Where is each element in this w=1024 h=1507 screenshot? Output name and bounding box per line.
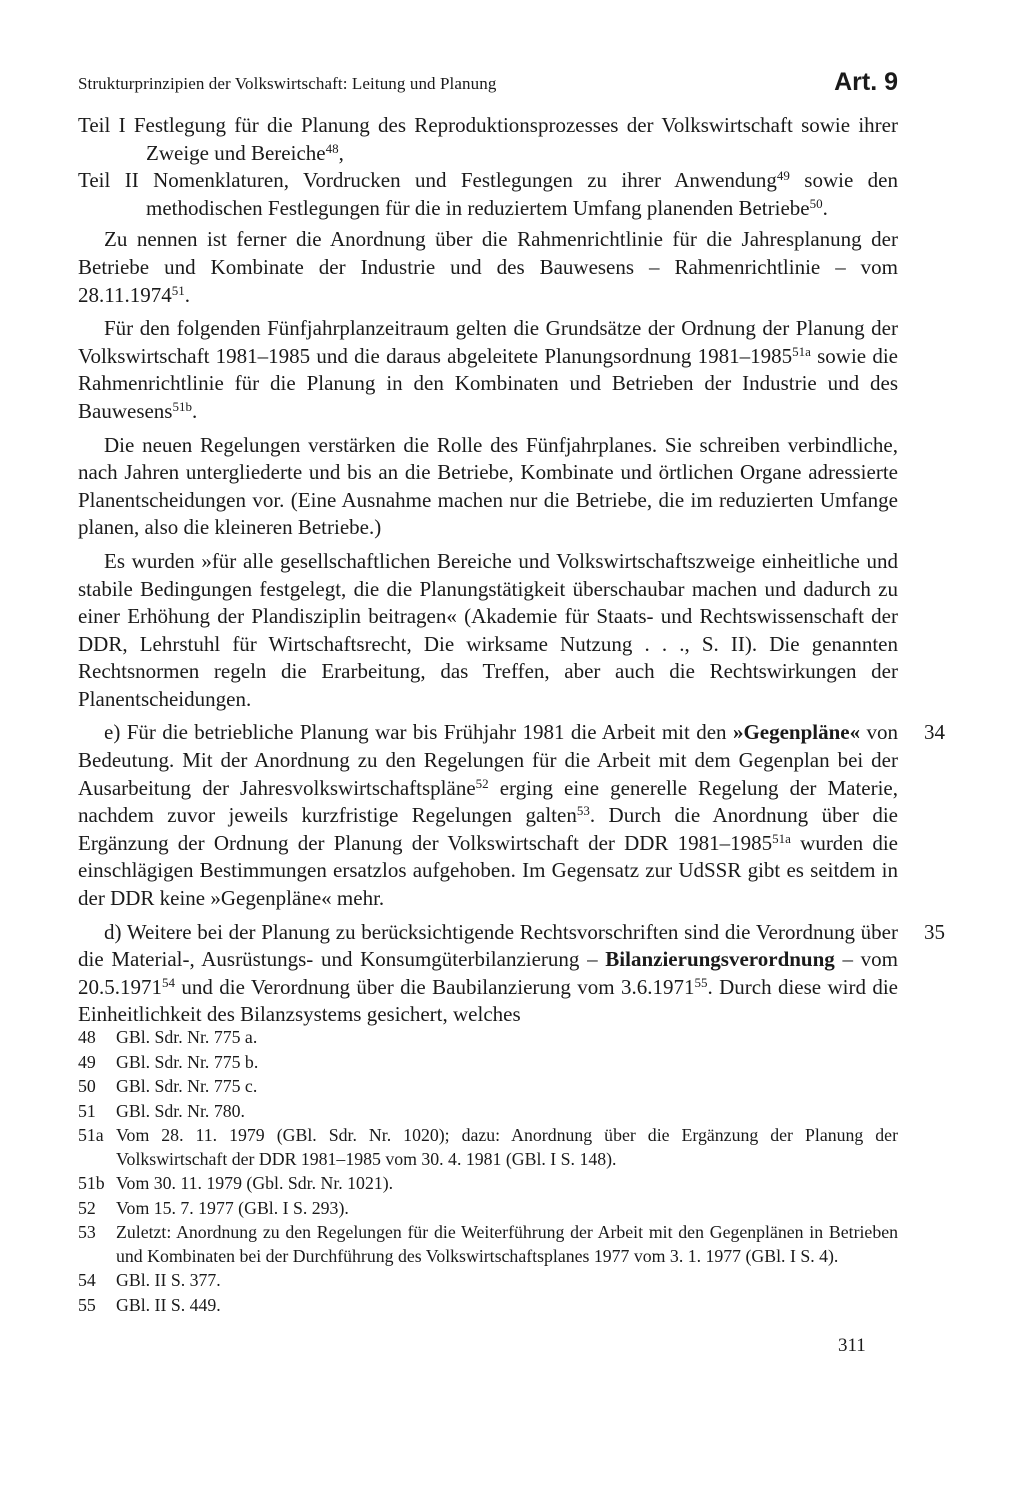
footnote-ref: 51a xyxy=(772,830,791,846)
footnote xyxy=(78,1051,898,1074)
paragraph xyxy=(78,548,898,714)
footnote-ref: 49 xyxy=(776,168,790,184)
footnote-number: 49 xyxy=(78,1051,96,1072)
footnote-text: GBl. Sdr. Nr. 775 c. xyxy=(116,1076,258,1097)
paragraph xyxy=(78,719,945,912)
footnote-ref: 51 xyxy=(171,282,185,298)
footnote xyxy=(78,1100,898,1123)
marginal-number: 34 xyxy=(924,720,945,745)
footnote-ref: 55 xyxy=(694,974,708,990)
footnote xyxy=(78,1294,898,1317)
footnote xyxy=(78,1269,898,1292)
footnote-text: Vom 28. 11. 1979 (GBl. Sdr. Nr. 1020); dazu: Anordnung über die Ergänzung der Planung der Volkswirtschaft der DDR 1981–1985 vom 30. 4. 1981 (GBl. I S. 148). xyxy=(116,1125,898,1169)
paragraph-text: . xyxy=(184,282,190,307)
footnote-text: GBl. II S. 449. xyxy=(116,1294,221,1315)
footnote-text: GBl. Sdr. Nr. 775 a. xyxy=(116,1027,258,1047)
footnote-number: 48 xyxy=(78,1027,96,1047)
footnote-number: 52 xyxy=(78,1197,96,1218)
paragraph-text: sowie die Rahmenrichtlinie für die Planung in den Kombinaten und Betrieben der Industrie und des Bauwesens xyxy=(78,343,899,423)
teil-text: Festlegung für die Planung des Reproduktionsprozesses der Volkswirtschaft sowie ihrer Zweige und Bereiche xyxy=(133,113,898,165)
footnote-text: GBl. II S. 377. xyxy=(116,1270,221,1291)
paragraph-text: . Durch diese wird die Einheitlichkeit des Bilanzsystems gesichert, welches xyxy=(78,974,898,1027)
footnote-text: Vom 15. 7. 1977 (GBl. I S. 293). xyxy=(116,1197,349,1218)
teil-text: Nomenklaturen, Vordrucken und Festlegungen zu ihrer Anwendung xyxy=(153,168,777,193)
footnote xyxy=(78,1197,898,1220)
paragraph-text: Für den folgenden Fünfjahrplanzeitraum gelten die Grundsätze der Ordnung der Planung der Volkswirtschaft 1981–1985 und die daraus abgeleitete Planungsordnung 1981–1985 xyxy=(78,316,898,368)
footnote-text: Zuletzt: Anordnung zu den Regelungen für die Weiterführung der Arbeit mit den Gegenplänen in Betrieben und Kombinaten bei der Durchführung des Volkswirtschaftsplanes 1977 vom 3. 1. 1977 (GBl. I S. 4). xyxy=(116,1222,898,1266)
bold-term: Bilanzierungsverordnung xyxy=(605,947,835,972)
paragraph xyxy=(78,919,945,1029)
footnote xyxy=(78,1124,898,1170)
paragraph-text: erging eine generelle Regelung der Materie, nachdem zuvor jeweils kurzfristige Regelungen galten xyxy=(78,775,898,828)
paragraph-text: . xyxy=(191,398,198,423)
page-number: 311 xyxy=(838,1335,866,1356)
paragraph-text: von Bedeutung. Mit der Anordnung zu den Regelungen für die Arbeit mit dem Gegenplan bei der Ausarbeitung der Jahresvolkswirtschaftspläne xyxy=(78,720,898,800)
footnote-number: 55 xyxy=(78,1294,96,1315)
footnote-text: GBl. Sdr. Nr. 775 b. xyxy=(116,1051,259,1072)
bold-term: »Gegenpläne« xyxy=(732,720,861,745)
paragraph-text: – vom 20.5.1971 xyxy=(78,947,898,999)
footnote xyxy=(78,1221,898,1267)
footnote-number: 54 xyxy=(78,1270,96,1291)
teil-lead: Teil I xyxy=(78,113,134,137)
footnote-ref: 54 xyxy=(162,974,175,990)
paragraph-text: Die neuen Regelungen verstärken die Rolle des Fünfjahrplanes. Sie schreiben verbindliche, nach Jahren untergliederte und bis an die Betriebe, Kombinate und örtlichen Organe adressierte Planentscheidungen vor. (Eine Ausnahme machen nur die Betriebe, die im reduzierten Umfange planen, also die kleineren Betriebe.) xyxy=(78,432,898,540)
paragraph-text: d) Weitere bei der Planung zu berücksichtigende Rechtsvorschriften sind die Verordnung über die Material-, Ausrüstungs- und Konsumgüterbilanzierung – xyxy=(78,919,898,972)
footnote-number: 53 xyxy=(78,1222,96,1243)
footnote-number: 51b xyxy=(78,1173,105,1194)
footnote-ref: 51a xyxy=(792,343,811,359)
footnote xyxy=(78,1172,898,1195)
footnote-number: 51 xyxy=(78,1100,96,1121)
paragraph xyxy=(78,432,898,542)
paragraph-text: Es wurden »für alle gesellschaftlichen Bereiche und Volkswirtschaftszweige einheitliche und stabile Bedingungen festgelegt, die die Planungstätigkeit überschaubar machen und dadurch zu einer Erhöhung der Plandisziplin beitragen« (Akademie für Staats- und Rechtswissenschaft der DDR, Lehrstuhl für Wirtschaftsrecht, Die wirksame Nutzung . . ., S. II). Die genannten Rechtsnormen regeln die Erarbeitung, das Treffen, aber auch die Rechtswirkungen der Planentscheidungen. xyxy=(78,548,898,711)
paragraph-text: . Durch die Anordnung über die Ergänzung der Ordnung der Planung der Volkswirtschaft der DDR 1981–1985 xyxy=(78,803,898,855)
paragraph-text: und die Verordnung über die Baubilanzierung vom 3.6.1971 xyxy=(175,974,695,999)
marginal-number: 35 xyxy=(924,919,945,944)
teil-text: sowie den methodischen Festlegungen für die in reduziertem Umfang planenden Betriebe xyxy=(146,168,898,220)
footnote-text: Vom 30. 11. 1979 (Gbl. Sdr. Nr. 1021). xyxy=(116,1173,394,1194)
footnote-ref: 52 xyxy=(475,775,489,791)
paragraph-text: e) Für die betriebliche Planung war bis Frühjahr 1981 die Arbeit mit den xyxy=(104,720,733,745)
footnote xyxy=(78,1026,898,1049)
teil-entry-1 xyxy=(78,112,898,167)
article-label: Art. 9 xyxy=(834,68,898,96)
body-text xyxy=(78,112,945,1029)
footnote-ref: 51b xyxy=(172,398,192,414)
footnotes xyxy=(78,1026,898,1318)
running-title: Strukturprinzipien der Volkswirtschaft: Leitung und Planung xyxy=(78,74,497,93)
teil-trail: , xyxy=(338,140,344,165)
paragraph xyxy=(78,226,898,309)
teil-lead: Teil II xyxy=(78,168,154,193)
footnote-ref: 48 xyxy=(325,140,339,156)
footnote-ref: 50 xyxy=(809,195,823,211)
footnote-text: GBl. Sdr. Nr. 780. xyxy=(116,1100,245,1121)
teil-trail: . xyxy=(822,195,828,220)
footnote-ref: 53 xyxy=(576,803,590,819)
paragraph-text: Zu nennen ist ferner die Anordnung über die Rahmenrichtlinie für die Jahresplanung der Betriebe und Kombinate der Industrie und des Bauwesens – Rahmenrichtlinie – vom 28.11.1974 xyxy=(78,227,898,307)
footnote-number: 50 xyxy=(78,1076,96,1097)
paragraph-text: wurden die einschlägigen Bestimmungen ersatzlos aufgehoben. Im Gegensatz zur UdSSR gibt es seitdem in der DDR keine »Gegenpläne« mehr. xyxy=(78,830,898,911)
footnote xyxy=(78,1075,898,1098)
paragraph xyxy=(78,315,898,425)
footnote-number: 51a xyxy=(78,1125,104,1146)
running-header xyxy=(78,70,898,100)
teil-entry-2 xyxy=(78,167,898,222)
